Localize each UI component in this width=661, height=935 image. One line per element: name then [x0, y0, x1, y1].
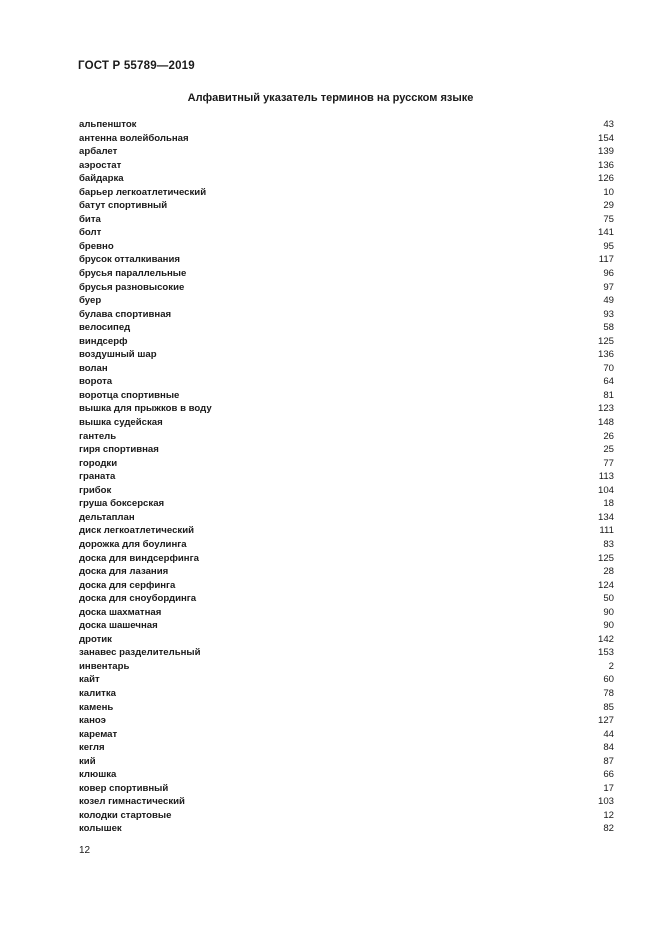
index-entry-term: городки [79, 457, 118, 469]
index-entry-term: ковер спортивный [79, 782, 169, 794]
index-entry-term: инвентарь [79, 660, 130, 672]
index-entry [79, 402, 614, 416]
index-entry-page: 26 [603, 430, 614, 442]
index-entry-page: 136 [597, 349, 614, 361]
index-entry-term: колодки стартовые [79, 809, 172, 821]
index-entry [79, 430, 614, 444]
index-entry [79, 755, 614, 769]
index-entry-term: байдарка [79, 173, 124, 185]
index-entry-page: 103 [597, 796, 614, 808]
index-entry-term: арбалет [79, 146, 118, 158]
index-entry-page: 84 [603, 742, 614, 754]
index-entry-page: 154 [597, 132, 614, 144]
index-entry-term: дротик [79, 633, 112, 645]
index-entry-page: 93 [603, 308, 614, 320]
index-entry-term: грибок [79, 484, 112, 496]
index-entry [79, 673, 614, 687]
index-entry-page: 90 [603, 606, 614, 618]
index-entry-term: козел гимнастический [79, 796, 185, 808]
index-entry-page: 113 [598, 471, 614, 483]
index-entry-page: 87 [603, 755, 614, 767]
index-entry-term: клюшка [79, 769, 117, 781]
index-entry-term: кий [79, 755, 96, 767]
index-entry [79, 132, 614, 146]
index-entry-page: 12 [603, 809, 614, 821]
index-entry-page: 25 [603, 444, 614, 456]
index-entry-term: груша боксерская [79, 498, 165, 510]
index-entry-page: 111 [599, 525, 614, 537]
index-entry-page: 123 [597, 403, 614, 415]
index-entry [79, 267, 614, 281]
index-entry-page: 75 [603, 213, 614, 225]
index-entry-page: 125 [597, 552, 614, 564]
index-entry-page: 127 [597, 715, 614, 727]
index-entry-term: аэростат [79, 159, 122, 171]
index-entry-term: бита [79, 213, 101, 225]
index-entry-term: брусок отталкивания [79, 254, 180, 266]
index-entry-page: 85 [603, 701, 614, 713]
index-entry-term: доска для лазания [79, 566, 169, 578]
index-entry [79, 348, 614, 362]
index-entry [79, 660, 614, 674]
index-entry [79, 809, 614, 823]
index-entry-term: дорожка для боулинга [79, 538, 187, 550]
index-entry-page: 117 [598, 254, 614, 266]
index-entry-page: 134 [597, 511, 614, 523]
index-entry-term: булава спортивная [79, 308, 172, 320]
index-entry-page: 125 [597, 335, 614, 347]
index-entry-term: ворота [79, 376, 113, 388]
index-entry-page: 141 [597, 227, 614, 239]
index-entry-page: 58 [603, 322, 614, 334]
index-entry [79, 186, 614, 200]
index-entry-page: 43 [603, 119, 614, 130]
index-entry-term: доска шахматная [79, 606, 162, 618]
index-entry-term: болт [79, 227, 102, 239]
index-entry-page: 142 [597, 633, 614, 645]
page-number: 12 [79, 845, 91, 856]
index-entry-term: колышек [79, 823, 122, 835]
index-entry [79, 443, 614, 457]
index-entry-term: воздушный шар [79, 349, 157, 361]
index-entry-term: батут спортивный [79, 200, 168, 212]
index-entry-page: 136 [597, 159, 614, 171]
index-entry-term: кайт [79, 674, 100, 686]
index-entry-page: 97 [603, 281, 614, 293]
index-entry-page: 81 [603, 389, 614, 401]
index-entry-page: 17 [603, 782, 614, 794]
index-entry-page: 153 [597, 647, 614, 659]
index-entry [79, 633, 614, 647]
index-entry-page: 50 [603, 593, 614, 605]
index-entry-term: диск легкоатлетический [79, 525, 195, 537]
document-code: ГОСТ Р 55789—2019 [78, 60, 195, 72]
index-entry-page: 28 [603, 566, 614, 578]
index-entry-term: виндсерф [79, 335, 128, 347]
index-entry-term: буер [79, 295, 102, 307]
index-entry [79, 470, 614, 484]
index-entry-page: 60 [603, 674, 614, 686]
index-entry-term: вышка для прыжков в воду [79, 403, 212, 415]
index-entry [79, 606, 614, 620]
index-entry-page: 2 [608, 660, 614, 672]
index-entry [79, 145, 614, 159]
index-entry-page: 66 [603, 769, 614, 781]
index-entry [79, 538, 614, 552]
index-entry-term: брусья разновысокие [79, 281, 185, 293]
index-entry-term: доска для виндсерфинга [79, 552, 199, 564]
index-entry-page: 82 [603, 823, 614, 835]
index-entry-page: 126 [597, 173, 614, 185]
index-entry [79, 335, 614, 349]
index-entry [79, 619, 614, 633]
index-entry-term: брусья параллельные [79, 268, 187, 280]
index-entry-term: каноэ [79, 715, 106, 727]
index-entry-term: доска шашечная [79, 620, 158, 632]
index-entry [79, 687, 614, 701]
index-entry-term: велосипед [79, 322, 131, 334]
index-entry-list [79, 118, 614, 836]
index-entry [79, 484, 614, 498]
index-entry [79, 714, 614, 728]
index-title: Алфавитный указатель терминов на русском языке [187, 92, 474, 104]
index-entry-term: камень [79, 701, 114, 713]
index-entry-page: 29 [603, 200, 614, 212]
index-entry [79, 199, 614, 213]
index-entry [79, 389, 614, 403]
index-entry [79, 416, 614, 430]
index-entry [79, 213, 614, 227]
index-entry-page: 78 [603, 687, 614, 699]
index-entry-term: волан [79, 362, 108, 374]
index-entry-page: 10 [603, 186, 614, 198]
index-entry-term: дельтаплан [79, 511, 135, 523]
index-entry [79, 511, 614, 525]
index-entry-page: 70 [603, 362, 614, 374]
index-entry-page: 49 [603, 295, 614, 307]
index-entry-term: доска для сноубординга [79, 593, 197, 605]
index-entry-page: 104 [597, 484, 614, 496]
index-entry-term: доска для серфинга [79, 579, 176, 591]
index-entry [79, 728, 614, 742]
index-entry-term: воротца спортивные [79, 389, 180, 401]
index-entry [79, 579, 614, 593]
index-entry-term: каремат [79, 728, 118, 740]
index-entry-term: гантель [79, 430, 117, 442]
index-entry-page: 64 [603, 376, 614, 388]
index-entry-page: 139 [597, 146, 614, 158]
index-entry [79, 552, 614, 566]
index-entry-page: 95 [603, 240, 614, 252]
index-entry-term: антенна волейбольная [79, 132, 189, 144]
index-entry [79, 592, 614, 606]
index-entry-term: барьер легкоатлетический [79, 186, 207, 198]
index-entry-page: 148 [597, 417, 614, 429]
index-entry [79, 565, 614, 579]
index-entry-term: калитка [79, 687, 116, 699]
index-entry [79, 118, 614, 132]
index-entry-page: 83 [603, 538, 614, 550]
index-entry [79, 240, 614, 254]
index-entry-term: бревно [79, 240, 114, 252]
index-entry [79, 768, 614, 782]
index-entry [79, 741, 614, 755]
index-entry-page: 124 [597, 579, 614, 591]
index-entry [79, 172, 614, 186]
index-entry [79, 497, 614, 511]
index-entry [79, 226, 614, 240]
index-entry-page: 77 [603, 457, 614, 469]
index-entry-term: вышка судейская [79, 417, 163, 429]
index-entry-term: кегля [79, 742, 105, 754]
index-entry [79, 457, 614, 471]
index-entry-term: альпеншток [79, 119, 137, 130]
index-entry-page: 90 [603, 620, 614, 632]
index-entry [79, 294, 614, 308]
index-entry [79, 646, 614, 660]
index-entry [79, 308, 614, 322]
index-entry-page: 96 [603, 268, 614, 280]
index-entry-term: граната [79, 471, 116, 483]
index-entry [79, 701, 614, 715]
index-entry [79, 822, 614, 836]
index-entry [79, 253, 614, 267]
index-entry [79, 362, 614, 376]
index-entry-term: гиря спортивная [79, 444, 159, 456]
index-entry-page: 18 [603, 498, 614, 510]
index-entry [79, 795, 614, 809]
index-entry [79, 159, 614, 173]
index-entry [79, 782, 614, 796]
index-entry [79, 321, 614, 335]
index-entry [79, 375, 614, 389]
index-entry [79, 524, 614, 538]
index-entry-page: 44 [603, 728, 614, 740]
index-entry [79, 281, 614, 295]
index-entry-term: занавес разделительный [79, 647, 201, 659]
